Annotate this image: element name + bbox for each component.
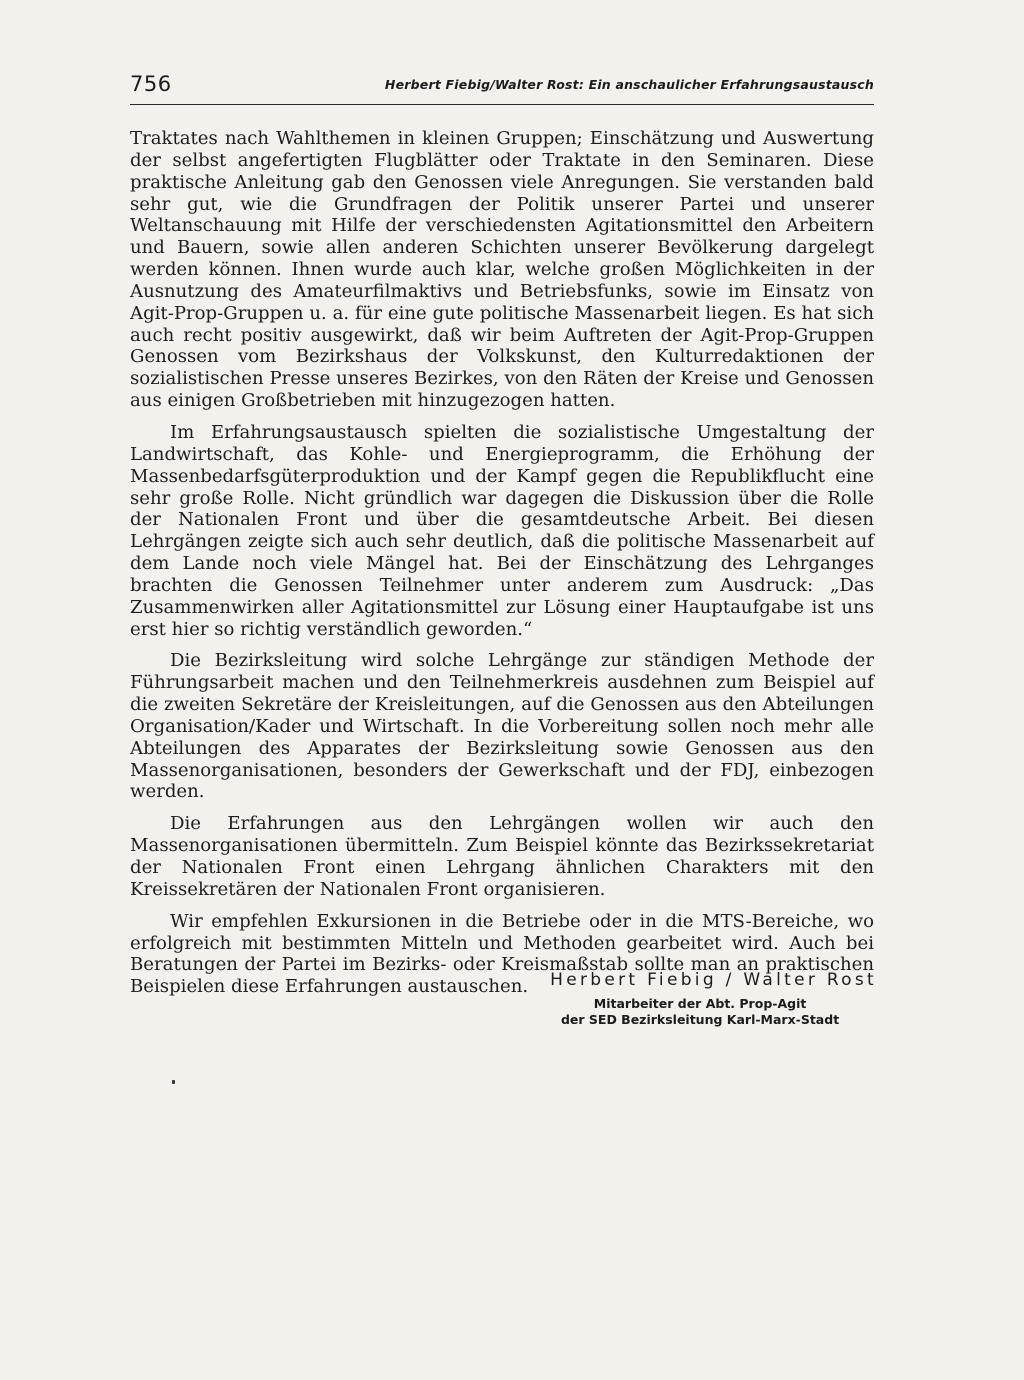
running-header [130, 74, 874, 105]
signature-block [550, 970, 877, 1028]
author-affiliation [550, 996, 850, 1028]
page-number: 756 [130, 72, 172, 96]
running-title: Herbert Fiebig/Walter Rost: Ein anschaulicher Erfahrungsaustausch [384, 77, 874, 92]
paragraph-5: Wir empfehlen Exkursionen in die Betriebe oder in die MTS-Bereiche, wo erfolgreich mit bestimmten Mitteln und Methoden gearbeitet wird. Auch bei Beratungen der Partei im Bezirks- oder Kreismaßstab sollte man an praktischen Beispielen diese Erfahrungen austauschen. [130, 910, 874, 998]
paragraph-4: Die Erfahrungen aus den Lehrgängen wollen wir auch den Massenorganisationen übermitteln. Zum Beispiel könnte das Bezirkssekretariat der Nationalen Front einen Lehrgang ähnlichen Charakters mit den Kreissekretären der Nationalen Front organisieren. [130, 813, 874, 900]
affiliation-line-1: Mitarbeiter der Abt. Prop-Agit [593, 996, 807, 1011]
print-speck [172, 1080, 175, 1084]
author-names: Herbert Fiebig / Walter Rost [550, 970, 877, 990]
article-body [130, 128, 874, 1008]
paragraph-3: Die Bezirksleitung wird solche Lehrgänge zur ständigen Methode der Führungsarbeit machen und den Teilnehmerkreis ausdehnen zum Beispiel auf die zweiten Sekretäre der Kreisleitungen, auf die Genossen aus den Abteilungen Organisation/Kader und Wirtschaft. In die Vorbereitung sollen noch mehr alle Abteilungen des Apparates der Bezirksleitung sowie Genossen aus den Massenorganisationen, besonders der Gewerkschaft und der FDJ, einbezogen werden. [130, 650, 874, 803]
affiliation-line-2: der SED Bezirksleitung Karl-Marx-Stadt [560, 1012, 840, 1027]
paragraph-2: Im Erfahrungsaustausch spielten die sozialistische Umgestaltung der Landwirtschaft, das Kohle- und Energieprogramm, die Erhöhung der Massenbedarfsgüterproduktion und der Kampf gegen die Republikflucht eine sehr große Rolle. Nicht gründlich war dagegen die Diskussion über die Rolle der Nationalen Front und über die gesamtdeutsche Arbeit. Bei diesen Lehrgängen zeigte sich auch sehr deutlich, daß die politische Massenarbeit auf dem Lande noch viele Mängel hat. Bei der Einschätzung des Lehrganges brachten die Genossen Teilnehmer unter anderem zum Ausdruck: „Das Zusammenwirken aller Agitationsmittel zur Lösung einer Hauptaufgabe ist uns erst hier so richtig verständlich geworden.“ [130, 421, 874, 640]
paragraph-1: Traktates nach Wahlthemen in kleinen Gruppen; Einschätzung und Auswertung der selbst angefertigten Flugblätter oder Traktate in den Seminaren. Diese praktische Anleitung gab den Genossen viele Anregungen. Sie verstanden bald sehr gut, wie die Grundfragen der Politik unserer Partei und unserer Weltanschauung mit Hilfe der verschiedensten Agitationsmittel den Arbeitern und Bauern, sowie allen anderen Schichten unserer Bevölkerung dargelegt werden können. Ihnen wurde auch klar, welche großen Möglichkeiten in der Ausnutzung des Amateurfilmaktivs und Betriebsfunks, sowie im Einsatz von Agit-Prop-Gruppen u. a. für eine gute politische Massenarbeit liegen. Es hat sich auch recht positiv ausgewirkt, daß wir beim Auftreten der Agit-Prop-Gruppen Genossen vom Bezirkshaus der Volkskunst, den Kulturredaktionen der sozialistischen Presse unseres Bezirkes, von den Räten der Kreise und Genossen aus einigen Großbetrieben mit hinzugezogen hatten. [130, 128, 874, 412]
